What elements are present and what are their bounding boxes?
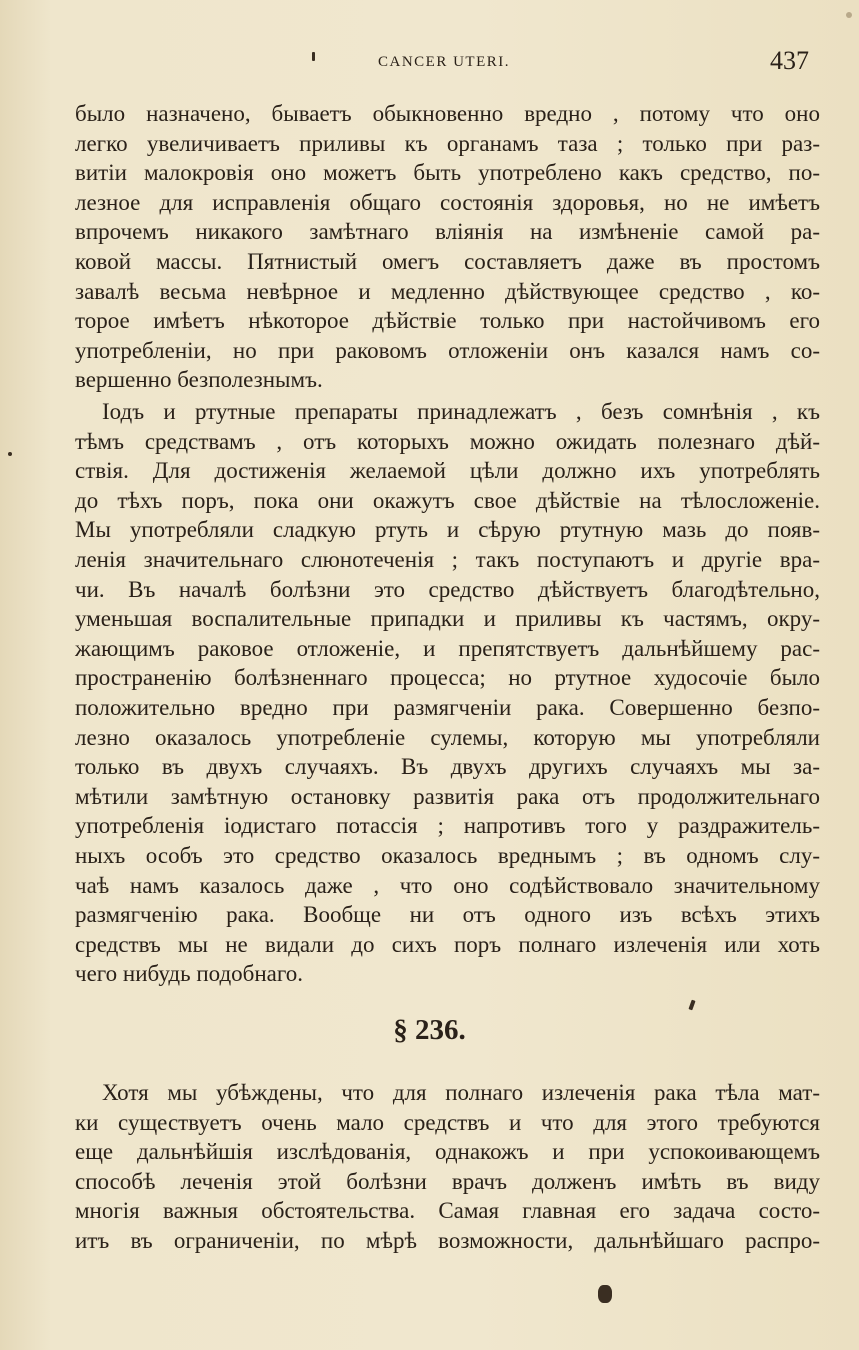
text-line: уменьшая воспалительные припадки и приливы къ частямъ, окру- [75,606,820,632]
text-line: Хотя мы убѣждены, что для полнаго излеченія рака тѣла мат- [102,1080,820,1105]
text-line: употребленія іодистаго потассія ; напротивъ того у раздражитель- [75,813,820,839]
text-line: ковой массы. Пятнистый омегъ составляетъ даже въ простомъ [75,248,820,274]
ink-speck [8,452,12,456]
text-line: пространенію болѣзненнаго процесса; но ртутное худосочіе было [75,665,820,691]
page-header [0,48,859,78]
text-line: употребленіи, но при раковомъ отложеніи онъ казался намъ со- [75,337,820,363]
ink-speck [598,1285,612,1303]
text-line: только въ двухъ случаяхъ. Въ двухъ другихъ случаяхъ мы за- [75,754,820,780]
text-line: было назначено, бываетъ обыкновенно вредно , потому что оно [75,101,820,126]
text-line: впрочемъ никакого замѣтнаго вліянія на измѣненіе самой ра- [75,219,820,245]
text-line: Іодъ и ртутные препараты принадлежатъ , безъ сомнѣнія , къ [102,399,820,424]
ink-speck [312,52,315,61]
text-line: средствъ мы не видали до сихъ поръ полнаго излеченія или хоть [75,931,820,957]
text-line: тѣмъ средствамъ , отъ которыхъ можно ожидать полезнаго дѣй- [75,428,820,454]
text-line: Мы употребляли сладкую ртуть и сѣрую ртутную мазь до появ- [75,517,820,543]
text-line: лезное для исправленія общаго состоянія здоровья, но не имѣетъ [75,189,820,215]
text-line: способѣ леченія этой болѣзни врачъ долженъ имѣть въ виду [75,1168,820,1194]
text-line: чаѣ намъ казалось даже , что оно содѣйствовало значительному [75,872,820,898]
text-line: торое имѣетъ нѣкоторое дѣйствіе только при настойчивомъ его [75,308,820,334]
section-heading: § 236. [393,1014,466,1046]
ink-speck [846,12,852,18]
text-line: завалѣ весьма невѣрное и медленно дѣйствующее средство , ко- [75,278,820,304]
text-line: жающимъ раковое отложеніе, и препятствуетъ дальнѣйшему рас- [75,635,820,661]
text-line: еще дальнѣйшія изслѣдованія, однакожъ и при успокоивающемъ [75,1139,820,1165]
paragraph-3 [75,1078,820,1256]
text-line: легко увеличиваетъ приливы къ органамъ таза ; только при раз- [75,130,820,156]
text-line: ленія значительнаго слюнотеченія ; такъ поступаютъ и другіе вра- [75,546,820,572]
text-line: вершенно безполезнымъ. [75,367,323,393]
page-number: 437 [770,46,809,75]
text-line: витіи малокровія оно можетъ быть употреблено какъ средство, по- [75,160,820,186]
text-line: ствія. Для достиженія желаемой цѣли должно ихъ употреблять [75,458,820,484]
text-line: многія важныя обстоятельства. Самая главная его задача состо- [75,1198,820,1224]
text-line: ки существуетъ очень мало средствъ и что для этого требуются [75,1109,820,1135]
text-line: положительно вредно при размягченіи рака. Совершенно безпо- [75,694,820,720]
running-title: CANCER UTERI. [378,54,510,70]
text-line: ныхъ особъ это средство оказалось вреднымъ ; въ одномъ слу- [75,842,820,868]
text-line: размягченію рака. Вообще ни отъ одного изъ всѣхъ этихъ [75,902,820,928]
text-line: итъ въ ограниченіи, по мѣрѣ возможности, дальнѣйшаго распро- [75,1227,820,1253]
text-line: мѣтили замѣтную остановку развитія рака отъ продолжительнаго [75,783,820,809]
text-line: чего нибудь подобнаго. [75,961,304,987]
text-line: лезно оказалось употребленіе сулемы, которую мы употребляли [75,724,820,750]
paragraph-1 [75,99,820,395]
ink-speck [688,1000,695,1011]
text-line: чи. Въ началѣ болѣзни это средство дѣйствуетъ благодѣтельно, [75,576,820,602]
paragraph-2 [75,397,820,989]
text-line: до тѣхъ поръ, пока они окажутъ свое дѣйствіе на тѣлосложеніе. [75,487,820,513]
